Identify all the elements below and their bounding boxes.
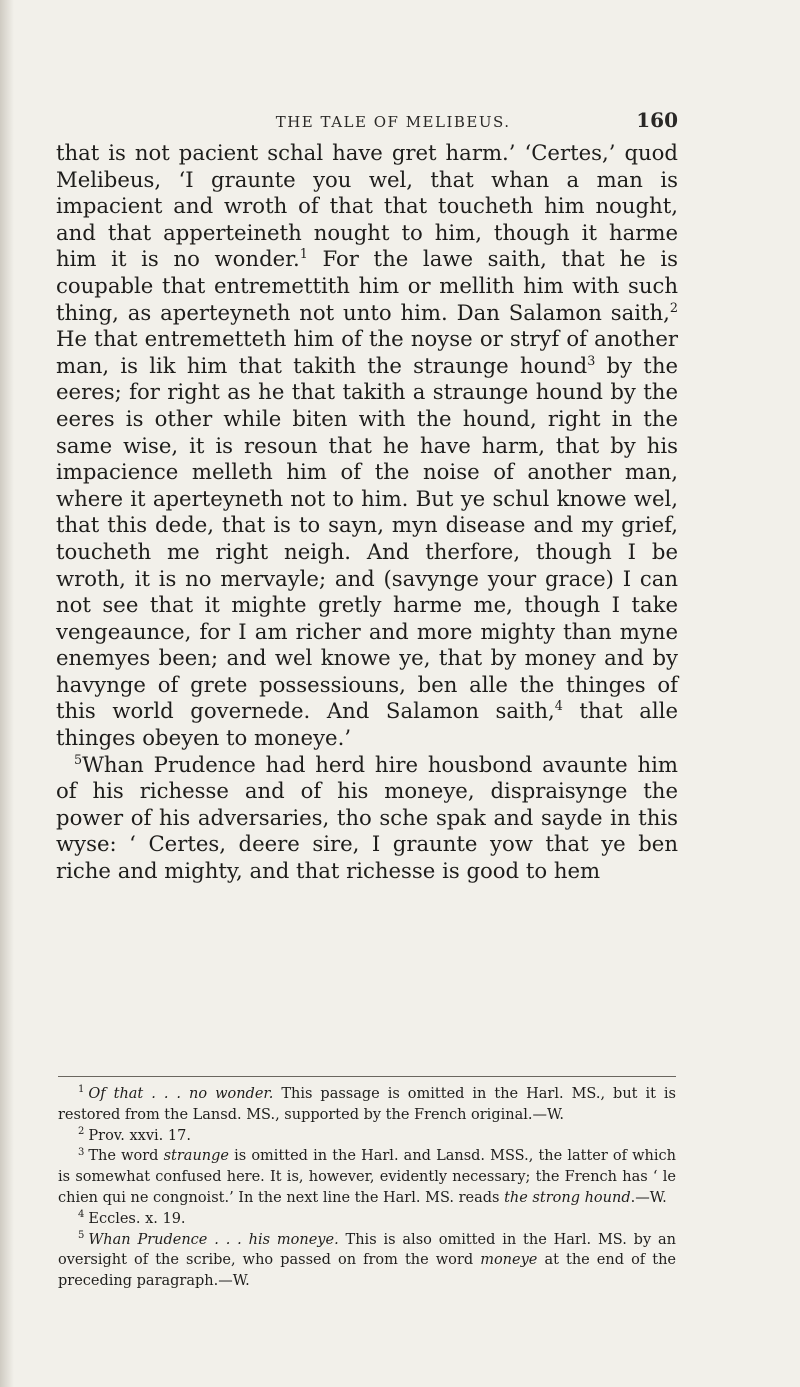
page-number: 160 — [636, 108, 678, 132]
footnote-rule — [58, 1076, 676, 1077]
footnote-3: $^3$ The word straunge is omitted in the Harl. and Lansd. MSS., the latter of which is somewhat confused here. It is, however, evidently necessary; the French has ‘ le chien qui ne congnoist.’ In the next line the Harl. MS. reads the strong hound.—W. — [58, 1146, 676, 1206]
text-run: For the lawe saith, that he is coupable that entremettith him or mellith him with such thing, as aperteyneth not unto him. Dan Salamon saith, — [56, 246, 678, 325]
footnote-ref-3: 3 — [587, 352, 596, 368]
text-run: by the eeres; for right as he that takith a straunge hound by the eeres is other while biten with the hound, right in the same wise, it is resoun that he have harm, that by his impacience melleth him of the noise of another man, where it aperteyneth not to him. But ye schul knowe wel, that this dede, that is to sayn, myn disease and my grief, toucheth me right neigh. And therfore, though I be wroth, it is no mervayle; and (savynge your grace) I can not see that it mighte gretly harme me, though I take vengeaunce, for I am richer and more mighty than myne enemyes been; and wel knowe ye, that by money and by havynge of grete possessiouns, ben alle the thinges of this world governede. And Salamon saith, — [56, 352, 679, 724]
text-run: He that entremetteth him of the noyse or stryf of another man, is lik him that takith the straunge hound — [56, 326, 678, 378]
footnotes — [58, 1084, 676, 1292]
footnote-ref-4: 4 — [554, 698, 563, 714]
footnote-ref-2: 2 — [669, 299, 678, 315]
text-run: that is not pacient schal have gret harm.’ ‘Certes,’ quod Melibeus, ‘I graunte you wel, that whan a man is impacient and wroth of that that toucheth him nought, and that apperteineth nought to him, though it harme him it is no wonder. — [56, 140, 678, 272]
body-text — [56, 140, 678, 885]
footnote-1: $^1$ Of that . . . no wonder. This passage is omitted in the Harl. MS., but it is restored from the Lansd. MS., supported by the French original.—W. — [58, 1084, 677, 1123]
paragraph-2 — [56, 752, 678, 885]
running-head: THE TALE OF MELIBEUS. — [275, 113, 511, 131]
text-run: Whan Prudence had herd hire housbond avaunte him of his richesse and of his moneye, dispraisynge the power of his adversaries, tho sche spak and sayde in this wyse: ‘ Certes, deere sire, I graunte yow that ye ben riche and mighty, and that richesse is good to hem — [56, 751, 678, 884]
text-run: that alle thinges obeyen to moneye.’ — [56, 698, 678, 751]
page-header — [150, 108, 678, 132]
footnote-5: $^5$ Whan Prudence . . . his moneye. This is also omitted in the Harl. MS. by an oversight of the scribe, who passed on from the word moneye at the end of the preceding paragraph.—W. — [58, 1229, 676, 1290]
footnote-ref-1: 1 — [299, 246, 308, 262]
footnote-ref-5: 5 — [74, 751, 83, 767]
footnote-2: $^2$ Prov. xxvi. 17. — [78, 1125, 191, 1144]
paragraph-1 — [56, 140, 678, 752]
footnote-4: $^4$ Eccles. x. 19. — [78, 1208, 186, 1227]
